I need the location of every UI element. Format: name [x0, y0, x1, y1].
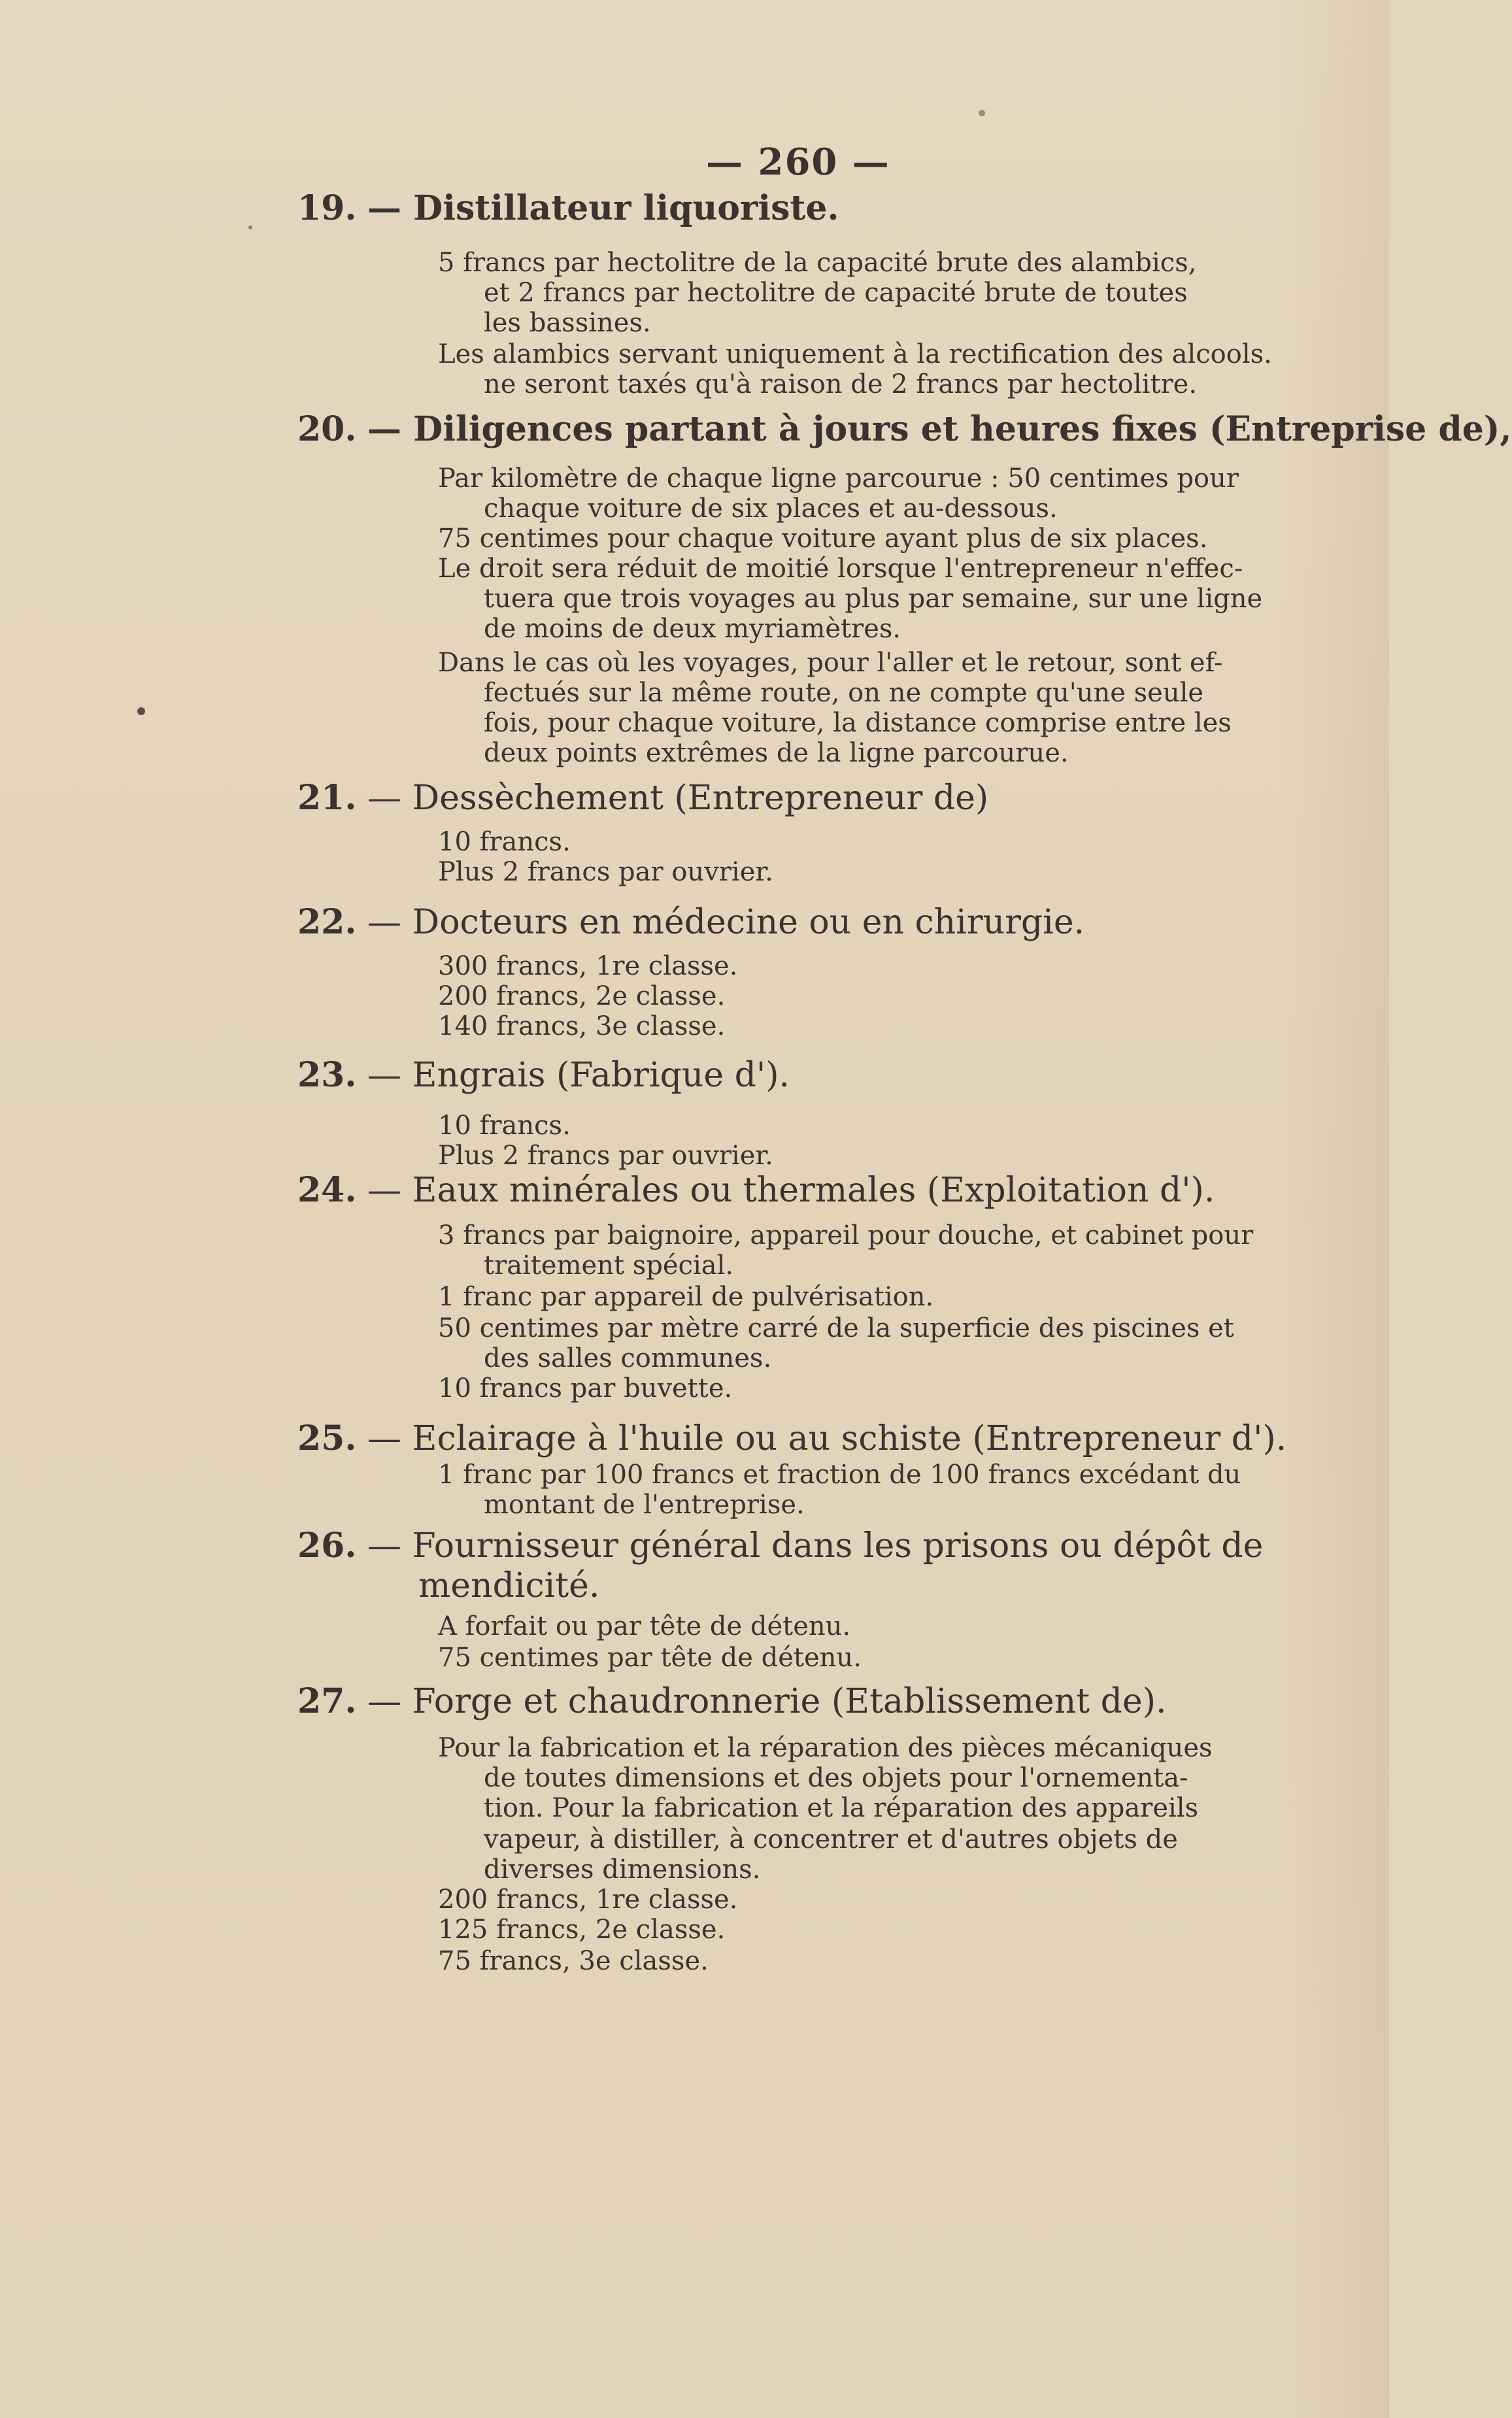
entry-27-line: 75 francs, 3e classe. — [438, 1946, 709, 1976]
entry-24-line: 1 franc par appareil de pulvérisation. — [438, 1282, 934, 1312]
entry-title: — Engrais (Fabrique d'). — [367, 1056, 790, 1095]
ink-speck — [979, 110, 985, 116]
entry-number: 26. — [297, 1526, 357, 1566]
entry-25-heading — [297, 1419, 1286, 1458]
ink-speck — [248, 226, 252, 229]
entry-27-line: Pour la fabrication et la réparation des pièces mécaniques — [438, 1733, 1213, 1763]
entry-22-line: 140 francs, 3e classe. — [438, 1011, 726, 1041]
entry-27-line: de toutes dimensions et des objets pour l'ornementa- — [484, 1763, 1188, 1793]
entry-22-line: 300 francs, 1re classe. — [438, 951, 738, 981]
entry-title: — Eaux minérales ou thermales (Exploitation d'). — [367, 1171, 1215, 1210]
entry-title: — Docteurs en médecine ou en chirurgie. — [367, 903, 1085, 942]
entry-24-line: traitement spécial. — [484, 1251, 734, 1281]
entry-21-line: Plus 2 francs par ouvrier. — [438, 857, 773, 887]
entry-25-line: 1 franc par 100 francs et fraction de 100 francs excédant du — [438, 1460, 1241, 1490]
entry-21-heading — [297, 778, 988, 818]
entry-24-line: 50 centimes par mètre carré de la superficie des piscines et — [438, 1313, 1234, 1343]
entry-title: — Eclairage à l'huile ou au schiste (Entrepreneur d'). — [367, 1419, 1287, 1458]
entry-25-line: montant de l'entreprise. — [484, 1490, 805, 1520]
entry-27-heading — [297, 1681, 1167, 1721]
entry-20-line: Le droit sera réduit de moitié lorsque l'entrepreneur n'effec- — [438, 554, 1243, 584]
entry-20-line: tuera que trois voyages au plus par semaine, sur une ligne — [484, 584, 1263, 614]
entry-27-line: tion. Pour la fabrication et la réparation des appareils — [484, 1793, 1199, 1823]
entry-24-line: 3 francs par baignoire, appareil pour douche, et cabinet pour — [438, 1220, 1254, 1251]
entry-20-line: chaque voiture de six places et au-dessous. — [484, 494, 1058, 524]
entry-19-heading — [297, 188, 839, 228]
entry-number: 22. — [297, 902, 357, 942]
entry-title: — Forge et chaudronnerie (Etablissement de). — [367, 1682, 1167, 1721]
entry-26-heading-continuation — [418, 1566, 599, 1605]
entry-20-line: Par kilomètre de chaque ligne parcourue : 50 centimes pour — [438, 463, 1239, 494]
entry-27-line: vapeur, à distiller, à concentrer et d'autres objets de — [484, 1824, 1178, 1855]
entry-number: 21. — [297, 778, 357, 818]
entry-title: — Dessèchement (Entrepreneur de) — [367, 779, 989, 818]
entry-19-line: 5 francs par hectolitre de la capacité brute des alambics, — [438, 248, 1197, 278]
entry-27-line: diverses dimensions. — [484, 1855, 761, 1885]
entry-21-line: 10 francs. — [438, 827, 571, 857]
entry-20-line: de moins de deux myriamètres. — [484, 614, 901, 644]
entry-27-line: 125 francs, 2e classe. — [438, 1915, 726, 1945]
entry-24-line: des salles communes. — [484, 1343, 772, 1373]
entry-number: 20. — [297, 409, 357, 449]
entry-24-line: 10 francs par buvette. — [438, 1373, 733, 1403]
entry-20-line: deux points extrêmes de la ligne parcourue. — [484, 738, 1069, 768]
entry-22-heading — [297, 902, 1084, 942]
entry-23-heading — [297, 1055, 790, 1095]
entry-number: 27. — [297, 1681, 357, 1721]
entry-26-line: A forfait ou par tête de détenu. — [438, 1611, 851, 1641]
entry-23-line: Plus 2 francs par ouvrier. — [438, 1141, 773, 1171]
entry-20-line: 75 centimes pour chaque voiture ayant plus de six places. — [438, 524, 1208, 554]
entry-title: — Fournisseur général dans les prisons ou dépôt de — [367, 1526, 1264, 1566]
entry-26-line: 75 centimes par tête de détenu. — [438, 1643, 862, 1673]
entry-number: 25. — [297, 1419, 357, 1458]
entry-20-heading — [297, 409, 1512, 449]
entry-19-line: les bassines. — [484, 308, 651, 338]
entry-20-line: fectués sur la même route, on ne compte qu'une seule — [484, 678, 1204, 708]
entry-27-line: 200 francs, 1re classe. — [438, 1885, 738, 1915]
entry-title: — Distillateur liquoriste. — [367, 188, 839, 228]
entry-22-line: 200 francs, 2e classe. — [438, 981, 726, 1011]
entry-26-heading — [297, 1526, 1263, 1566]
entry-19-line: ne seront taxés qu'à raison de 2 francs par hectolitre. — [484, 369, 1198, 399]
entry-19-line: et 2 francs par hectolitre de capacité brute de toutes — [484, 278, 1188, 308]
entry-23-line: 10 francs. — [438, 1111, 571, 1141]
entry-24-heading — [297, 1170, 1215, 1210]
entry-number: 24. — [297, 1170, 357, 1210]
entry-19-line: Les alambics servant uniquement à la rectification des alcools. — [438, 339, 1272, 369]
page-number: — 260 — — [706, 141, 890, 184]
entry-number: 19. — [297, 188, 357, 228]
ink-speck — [137, 707, 145, 715]
entry-title-continuation: mendicité. — [418, 1566, 600, 1605]
entry-title: — Diligences partant à jours et heures fixes (Entreprise de), — [367, 409, 1512, 449]
entry-number: 23. — [297, 1055, 357, 1095]
entry-20-line: fois, pour chaque voiture, la distance comprise entre les — [484, 708, 1232, 738]
entry-20-line: Dans le cas où les voyages, pour l'aller et le retour, sont ef- — [438, 648, 1223, 678]
